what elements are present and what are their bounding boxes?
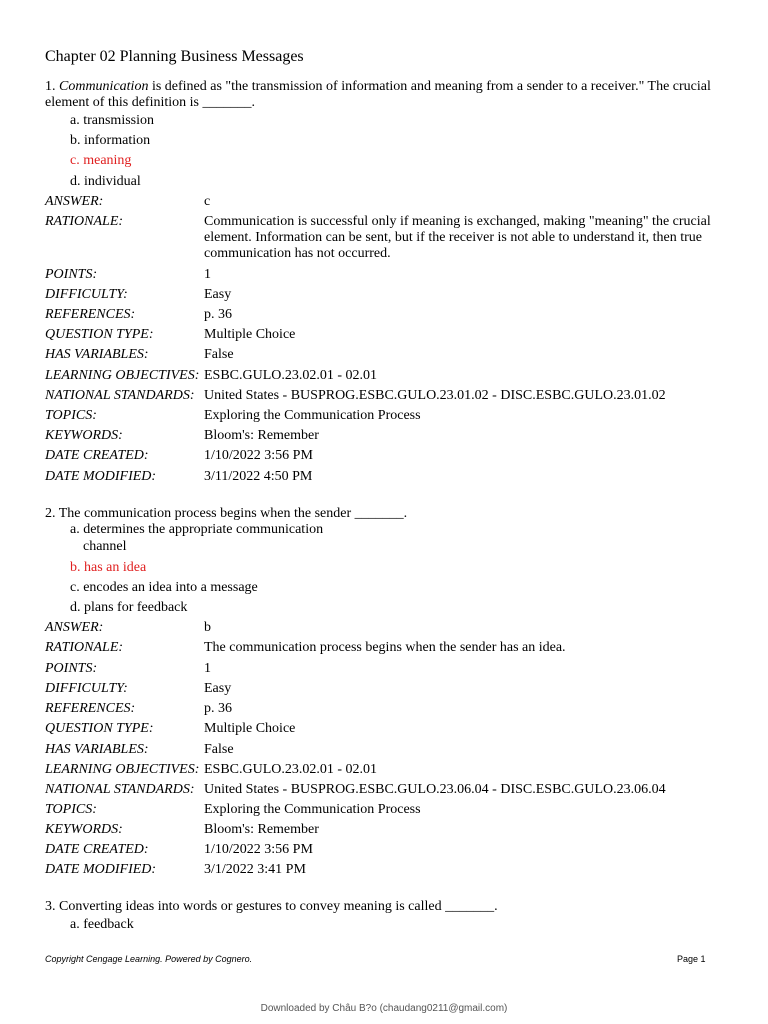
meta-label: TOPICS:	[45, 408, 97, 423]
meta-value: 3/1/2022 3:41 PM	[204, 862, 306, 877]
meta-label: DATE CREATED:	[45, 448, 149, 463]
meta-label: KEYWORDS:	[45, 428, 123, 443]
question-term: Communication	[59, 79, 149, 94]
question-1	[45, 79, 715, 484]
meta-value: False	[204, 347, 234, 362]
question-number: 2.	[45, 506, 56, 521]
choice-text: plans for feedback	[84, 600, 188, 615]
choice-letter: a.	[70, 113, 80, 128]
choice-text: meaning	[83, 153, 132, 168]
meta-value: Communication is successful only if meaning is exchanged, making "meaning" the crucial element. Information can be sent, but if the receiver is not able to understand it, then true communication has not occurred.	[204, 214, 711, 261]
choice-b-correct	[70, 560, 146, 576]
question-stem	[45, 506, 715, 522]
meta-label: DATE MODIFIED:	[45, 469, 157, 484]
question-stem-text: The communication process begins when the sender _______.	[58, 506, 408, 521]
document-title: Chapter 02 Planning Business Messages	[45, 48, 304, 65]
meta-label: NATIONAL STANDARDS:	[45, 388, 195, 403]
meta-label: DATE MODIFIED:	[45, 862, 157, 877]
meta-value: False	[204, 742, 234, 757]
choice-letter: d.	[70, 174, 81, 189]
meta-value: Bloom's: Remember	[204, 428, 319, 443]
download-watermark: Downloaded by Châu B?o (chaudang0211@gmail.com)	[260, 1003, 508, 1014]
meta-label: HAS VARIABLES:	[45, 742, 149, 757]
meta-value: 1/10/2022 3:56 PM	[204, 842, 313, 857]
choice-d	[70, 600, 187, 616]
choice-a	[70, 917, 134, 933]
choice-a	[70, 522, 323, 538]
meta-value: Easy	[204, 681, 232, 696]
choice-text: determines the appropriate communication	[83, 522, 324, 537]
choice-d	[70, 174, 141, 190]
meta-label: RATIONALE:	[45, 214, 124, 229]
question-stem	[45, 79, 715, 111]
meta-value: Exploring the Communication Process	[204, 802, 421, 817]
choice-text: feedback	[83, 917, 134, 932]
meta-label: HAS VARIABLES:	[45, 347, 149, 362]
meta-label: DIFFICULTY:	[45, 681, 128, 696]
meta-label: DIFFICULTY:	[45, 287, 128, 302]
meta-value: United States - BUSPROG.ESBC.GULO.23.06.04 - DISC.ESBC.GULO.23.06.04	[204, 782, 666, 797]
meta-value: p. 36	[204, 307, 232, 322]
meta-value: 1	[204, 267, 211, 282]
meta-label: POINTS:	[45, 661, 98, 676]
meta-value: Easy	[204, 287, 232, 302]
choice-text: transmission	[83, 113, 154, 128]
choice-letter: c.	[70, 153, 80, 168]
meta-label: POINTS:	[45, 267, 98, 282]
choice-letter: b.	[70, 133, 81, 148]
meta-value: ESBC.GULO.23.02.01 - 02.01	[204, 762, 378, 777]
choice-letter: d.	[70, 600, 81, 615]
choice-text: encodes an idea into a message	[83, 580, 258, 595]
meta-label: QUESTION TYPE:	[45, 721, 154, 736]
meta-label: LEARNING OBJECTIVES:	[45, 762, 200, 777]
meta-value: United States - BUSPROG.ESBC.GULO.23.01.02 - DISC.ESBC.GULO.23.01.02	[204, 388, 666, 403]
meta-value: p. 36	[204, 701, 232, 716]
choice-text: information	[84, 133, 151, 148]
meta-value: b	[204, 620, 211, 635]
choice-letter: a.	[70, 917, 80, 932]
copyright-footer: Copyright Cengage Learning. Powered by Cognero.	[45, 954, 253, 964]
question-stem-text: Converting ideas into words or gestures to convey meaning is called _______.	[59, 899, 498, 914]
choice-c	[70, 580, 258, 596]
question-stem-text: is defined as "the transmission of information and meaning from a sender to a receiver." The crucial element of this definition is _______.	[45, 79, 711, 110]
meta-value: ESBC.GULO.23.02.01 - 02.01	[204, 368, 378, 383]
question-number: 1.	[45, 79, 56, 94]
meta-label: REFERENCES:	[45, 307, 136, 322]
meta-label: NATIONAL STANDARDS:	[45, 782, 195, 797]
choice-letter: c.	[70, 580, 80, 595]
meta-value: The communication process begins when the sender has an idea.	[204, 640, 566, 655]
question-number: 3.	[45, 899, 56, 914]
choice-text: channel	[83, 539, 127, 554]
choice-b	[70, 133, 150, 149]
meta-label: DATE CREATED:	[45, 842, 149, 857]
choice-c-correct	[70, 153, 131, 169]
page-number: Page 1	[677, 954, 706, 964]
meta-label: RATIONALE:	[45, 640, 124, 655]
meta-label: QUESTION TYPE:	[45, 327, 154, 342]
meta-value: c	[204, 194, 211, 209]
meta-value: 1	[204, 661, 211, 676]
choice-letter: a.	[70, 522, 80, 537]
question-stem	[45, 899, 715, 915]
question-3	[45, 899, 715, 932]
choice-a-continued	[83, 539, 127, 555]
choice-letter: b.	[70, 560, 81, 575]
meta-value: Multiple Choice	[204, 721, 296, 736]
meta-value: Bloom's: Remember	[204, 822, 319, 837]
meta-label: TOPICS:	[45, 802, 97, 817]
meta-label: REFERENCES:	[45, 701, 136, 716]
meta-value: Exploring the Communication Process	[204, 408, 421, 423]
meta-label: LEARNING OBJECTIVES:	[45, 368, 200, 383]
question-2	[45, 506, 715, 877]
choice-a	[70, 113, 154, 129]
choice-text: has an idea	[84, 560, 147, 575]
meta-value: Multiple Choice	[204, 327, 296, 342]
meta-label: KEYWORDS:	[45, 822, 123, 837]
meta-value: 3/11/2022 4:50 PM	[204, 469, 313, 484]
meta-label: ANSWER:	[45, 620, 104, 635]
choice-text: individual	[84, 174, 141, 189]
meta-label: ANSWER:	[45, 194, 104, 209]
meta-value: 1/10/2022 3:56 PM	[204, 448, 313, 463]
